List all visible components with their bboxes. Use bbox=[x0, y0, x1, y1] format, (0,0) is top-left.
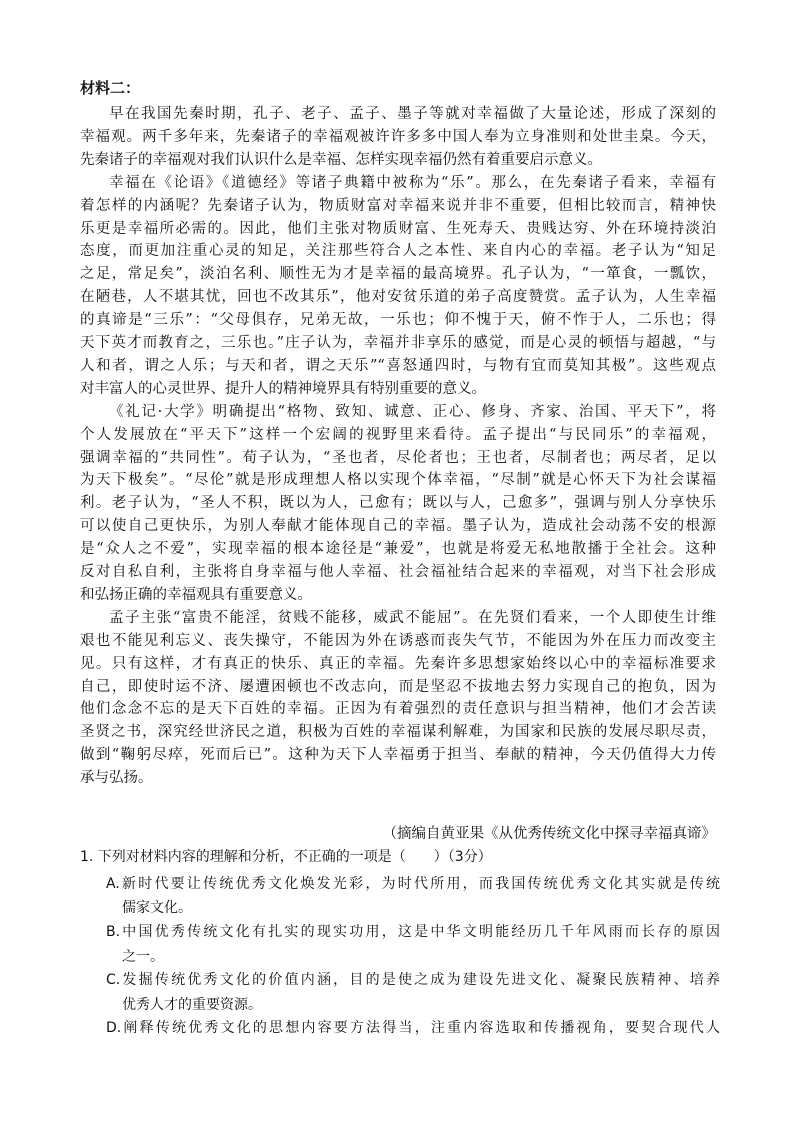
body-line: 早在我国先秦时期，孔子、老子、孟子、墨子等就对幸福做了大量论述，形成了深刻的 bbox=[109, 106, 716, 122]
option-c-continuation: 优秀人才的重要资源。 bbox=[122, 997, 262, 1013]
body-line: 自己，即使时运不济、屡遭困顿也不改志向，而是坚忍不拔地去努力实现自己的抱负，因为 bbox=[80, 678, 716, 695]
body-line: 艰也不能见利忘义、丧失操守，不能因为外在诱惑而丧失气节，不能因为外在压力而改变主 bbox=[80, 632, 716, 649]
body-line: 和弘扬正确的幸福观具有重要意义。 bbox=[80, 586, 312, 603]
option-a[interactable]: A.新时代要让传统优秀文化焕发光彩，为时代所用，而我国传统优秀文化其实就是传统 bbox=[106, 876, 720, 892]
body-line: 态度，而更加注重心灵的知足，关注那些符合人之本性、来自内心的幸福。老子认为“知足 bbox=[80, 243, 716, 260]
body-line: 天下英才而教育之，三乐也。”庄子认为，幸福并非享乐的感觉，而是心灵的顿悟与超越，“与 bbox=[80, 335, 716, 351]
option-b[interactable]: B.中国优秀传统文化有扎实的现实功用，这是中华文明能经历几千年风雨而长存的原因 bbox=[106, 924, 720, 940]
body-line: 《礼记·大学》明确提出“格物、致知、诚意、正心、修身、齐家、治国、平天下”，将 bbox=[109, 403, 716, 420]
body-line: 乐更是幸福所必需的。因此，他们主张对物质财富、生死寿夭、贵贱达穷、外在环境持淡泊 bbox=[80, 220, 716, 237]
section-heading: 材料二： bbox=[80, 79, 141, 97]
question-stem: 1. 下列对材料内容的理解和分析，不正确的一项是（ ）（3分） bbox=[80, 849, 492, 865]
body-line: 幸福观。两千多年来，先秦诸子的幸福观被许许多多中国人奉为立身准则和处世圭臬。今天， bbox=[80, 128, 716, 145]
body-line: 人和者，谓之人乐；与天和者，谓之天乐”“喜怒通四时，与物有宜而莫知其极”。这些观点 bbox=[80, 357, 716, 374]
body-line: 为天下极矣”。“尽伦”就是形成理想人格以实现个体幸福，“尽制”就是心怀天下为社会谋福 bbox=[80, 472, 716, 489]
body-line: 之足，常足矣”，淡泊名利、顺性无为才是幸福的最高境界。孔子认为，“一箪食，一瓢饮， bbox=[80, 266, 716, 283]
option-d-continuation bbox=[122, 1043, 720, 1063]
body-line: 孟子主张“富贵不能淫，贫贱不能移，威武不能屈”。在先贤们看来，一个人即使生计维 bbox=[109, 609, 716, 626]
source-citation: （摘编自黄亚果《从优秀传统文化中探寻幸福真谛》 bbox=[382, 826, 716, 842]
body-line: 可以使自己更快乐，为别人奉献才能体现自己的幸福。墨子认为，造成社会动荡不安的根源 bbox=[80, 518, 716, 535]
option-d[interactable]: D.阐释传统优秀文化的思想内容要方法得当，注重内容选取和传播视角，要契合现代人 bbox=[106, 1020, 720, 1036]
body-line: 见。只有这样，才有真正的快乐、真正的幸福。先秦许多思想家始终以心中的幸福标准要求 bbox=[80, 655, 716, 672]
body-line: 强调幸福的“共同性”。荀子认为，“圣也者，尽伦者也；王也者，尽制者也；两尽者，足以 bbox=[80, 449, 716, 466]
body-line: 在陋巷，人不堪其忧，回也不改其乐”，他对安贫乐道的弟子高度赞赏。孟子认为，人生幸福 bbox=[80, 289, 716, 306]
body-line: 圣贤之书，深究经世济民之道，积极为百姓的幸福谋利解难，为国家和民族的发展尽职尽责， bbox=[80, 724, 716, 741]
body-line: 是“众人之不爱”，实现幸福的根本途径是“兼爱”，也就是将爱无私地散播于全社会。这种 bbox=[80, 541, 716, 558]
body-line: 对丰富人的心灵世界、提升人的精神境界具有特别重要的意义。 bbox=[80, 380, 486, 397]
body-line: 利。老子认为，“圣人不积，既以为人，己愈有；既以与人，己愈多”，强调与别人分享快乐 bbox=[80, 495, 716, 512]
option-a-continuation: 儒家文化。 bbox=[122, 900, 192, 916]
body-line: 反对自私自利，主张将自身幸福与他人幸福、社会福祉结合起来的幸福观，对当下社会形成 bbox=[80, 564, 716, 580]
body-line: 做到“鞠躬尽瘁，死而后已”。这种为天下人幸福勇于担当、奉献的精神，今天仍值得大力传 bbox=[80, 747, 716, 764]
option-c[interactable]: C.发掘传统优秀文化的价值内涵，目的是使之成为建设先进文化、凝聚民族精神、培养 bbox=[106, 972, 720, 988]
body-line: 先秦诸子的幸福观对我们认识什么是幸福、怎样实现幸福仍然有着重要启示意义。 bbox=[80, 151, 602, 168]
body-line: 着怎样的内涵呢？先秦诸子认为，物质财富对幸福来说并非不重要，但相比较而言，精神快 bbox=[80, 197, 716, 214]
body-line: 他们念念不忘的是天下百姓的幸福。正因为有着强烈的责任意识与担当精神，他们才会苦读 bbox=[80, 701, 716, 718]
body-line: 幸福在《论语》《道德经》等诸子典籍中被称为“乐”。那么，在先秦诸子看来，幸福有 bbox=[109, 174, 716, 191]
body-line: 个人发展放在“平天下”这样一个宏阔的视野里来看待。孟子提出“与民同乐”的幸福观， bbox=[80, 426, 716, 443]
body-line: 的真谛是“三乐”：“父母俱存，兄弟无故，一乐也；仰不愧于天，俯不怍于人，二乐也；得 bbox=[80, 312, 716, 329]
body-line: 承与弘扬。 bbox=[80, 770, 153, 787]
option-b-continuation: 之一。 bbox=[122, 949, 164, 965]
